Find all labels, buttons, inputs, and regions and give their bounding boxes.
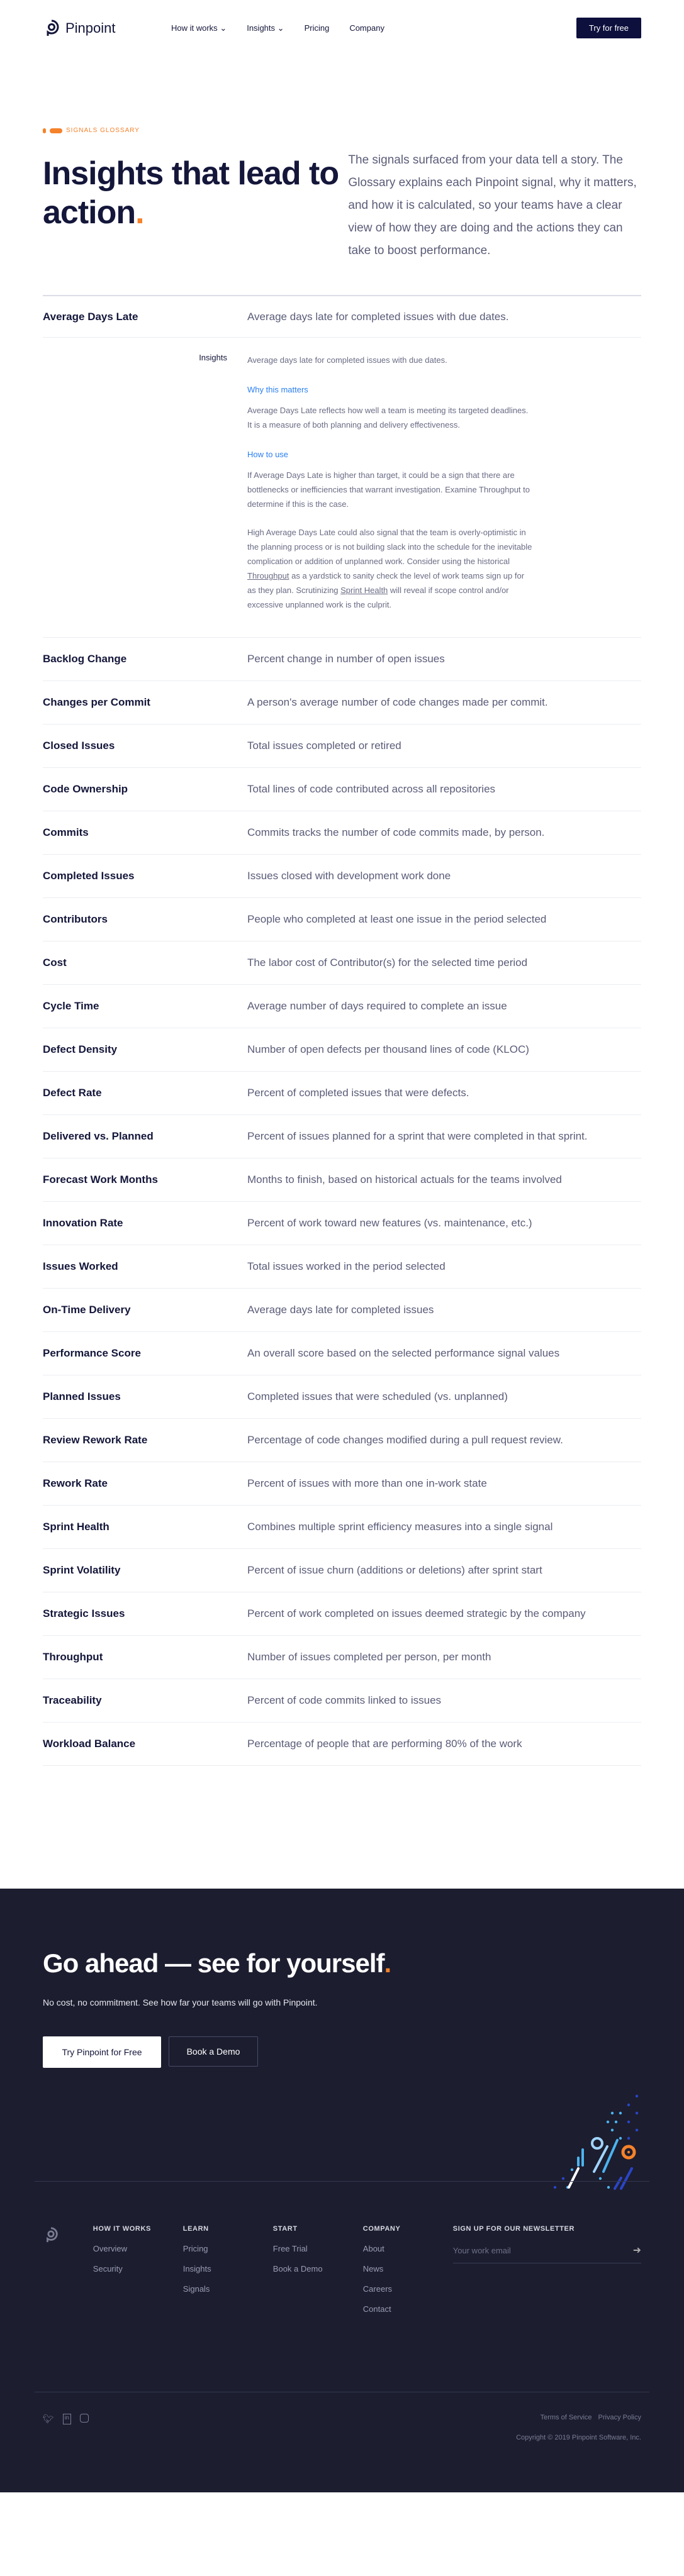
definition: Issues closed with development work done (247, 870, 451, 882)
footer-column (363, 2225, 453, 2324)
footer-link[interactable]: About (362, 2244, 384, 2253)
book-demo-button[interactable]: Book a Demo (169, 2036, 258, 2067)
term: Completed Issues (43, 870, 135, 882)
glossary-row[interactable] (43, 724, 641, 768)
try-for-free-button[interactable]: Try for free (576, 18, 641, 38)
term: Closed Issues (43, 740, 115, 752)
nav-label: Insights (247, 23, 276, 33)
why-text: Average Days Late reflects how well a team is meeting its targeted deadlines. It is a measure of both planning and delivery effectiveness. (247, 406, 529, 430)
footer-link[interactable]: Book a Demo (272, 2264, 323, 2273)
glossary-row[interactable] (43, 855, 641, 898)
sprint-health-link[interactable]: Sprint Health (340, 586, 388, 595)
glossary-row[interactable] (43, 1072, 641, 1115)
glossary-row[interactable] (43, 1332, 641, 1375)
footer-link[interactable]: Overview (93, 2244, 127, 2253)
definition: Commits tracks the number of code commits made, by person. (247, 826, 545, 838)
term: Average Days Late (43, 310, 138, 323)
footer-column (183, 2225, 273, 2324)
footer-link[interactable]: Careers (362, 2284, 393, 2294)
term: Performance Score (43, 1347, 141, 1359)
glossary-row[interactable] (43, 811, 641, 855)
footer-heading: START (272, 2225, 298, 2233)
cta-title (43, 1948, 641, 1979)
title-text: Insights that lead to action (43, 155, 339, 231)
glossary-row[interactable] (43, 941, 641, 985)
privacy-link[interactable]: Privacy Policy (598, 2414, 641, 2421)
glossary-row[interactable] (43, 1158, 641, 1202)
nav-company[interactable]: Company (349, 23, 384, 33)
terms-link[interactable]: Terms of Service (540, 2414, 592, 2421)
decorative-illustration (553, 2093, 641, 2190)
definition: The labor cost of Contributor(s) for the selected time period (247, 957, 528, 969)
glossary-row[interactable] (43, 1592, 641, 1636)
footer-heading: HOW IT WORKS (93, 2225, 151, 2233)
nav-how-it-works[interactable] (171, 23, 227, 33)
definition: Percentage of people that are performing 80% of the work (247, 1738, 522, 1750)
term: Backlog Change (43, 653, 127, 665)
cta-dot: . (384, 1948, 391, 1978)
term: Delivered vs. Planned (43, 1130, 154, 1142)
definition: Average number of days required to complete an issue (247, 1000, 507, 1012)
glossary-row[interactable] (43, 1375, 641, 1419)
glossary-row[interactable] (43, 681, 641, 724)
glossary-row[interactable] (43, 768, 641, 811)
definition: Completed issues that were scheduled (vs. unplanned) (247, 1391, 508, 1402)
text: High Average Days Late could also signal that the team is overly-optimistic in the planning process or is not building slack into the schedule for the inevitable complication or addition of unplanned work. Consider using the historical (247, 528, 532, 566)
footer-link[interactable]: Security (93, 2264, 123, 2273)
definition: Average days late for completed issues (247, 1304, 434, 1316)
why-heading: Why this matters (247, 385, 308, 394)
glossary-row[interactable] (43, 1419, 641, 1462)
definition: Combines multiple sprint efficiency measures into a single signal (247, 1521, 553, 1533)
glossary-list (43, 295, 641, 1766)
glossary-row[interactable] (43, 1115, 641, 1158)
throughput-link[interactable]: Throughput (247, 571, 289, 580)
nav-insights[interactable] (247, 23, 284, 33)
definition: Percentage of code changes modified during a pull request review. (247, 1434, 563, 1446)
definition: An overall score based on the selected performance signal values (247, 1347, 560, 1359)
cta-section (0, 1889, 684, 2492)
glossary-row[interactable] (43, 1549, 641, 1592)
footer-link[interactable]: Insights (182, 2264, 211, 2273)
footer-logo-icon (43, 2225, 59, 2245)
detail-summary: Average days late for completed issues with due dates. (247, 355, 447, 365)
term: Code Ownership (43, 783, 128, 795)
glossary-row[interactable] (43, 1679, 641, 1723)
definition: Percent of work completed on issues deemed strategic by the company (247, 1607, 586, 1619)
term: Forecast Work Months (43, 1174, 158, 1185)
try-pinpoint-button[interactable]: Try Pinpoint for Free (43, 2036, 161, 2068)
definition: Number of open defects per thousand lines of code (KLOC) (247, 1043, 529, 1055)
how-text: If Average Days Late is higher than target, it could be a sign that there are bottlenecks or inefficiencies that warrant investigation. Examine Throughput to determine if this is the case. (247, 470, 530, 509)
term: On-Time Delivery (43, 1304, 131, 1316)
chevron-down-icon: ⌄ (277, 23, 284, 33)
term: Defect Density (43, 1043, 118, 1055)
copyright: Copyright © 2019 Pinpoint Software, Inc. (516, 2434, 641, 2441)
cta-title-text: Go ahead — see for yourself (43, 1948, 384, 1978)
term: Cost (43, 957, 67, 969)
footer-link[interactable]: News (362, 2264, 384, 2273)
how-heading: How to use (247, 450, 289, 459)
eyebrow-dot (43, 128, 46, 133)
glossary-detail (43, 338, 641, 638)
nav-label: How it works (171, 23, 218, 33)
glossary-row[interactable] (43, 1028, 641, 1072)
footer-link[interactable]: Pricing (182, 2244, 208, 2253)
term: Contributors (43, 913, 108, 925)
definition: Total issues worked in the period selected (247, 1260, 446, 1272)
glossary-row[interactable] (43, 638, 641, 681)
definition: Number of issues completed per person, per month (247, 1651, 491, 1663)
glossary-row[interactable] (43, 1289, 641, 1332)
glossary-row[interactable] (43, 1506, 641, 1549)
definition: Percent of work toward new features (vs. maintenance, etc.) (247, 1217, 532, 1229)
footer-link[interactable]: Signals (182, 2284, 210, 2294)
eyebrow-pill (50, 128, 62, 133)
term: Workload Balance (43, 1738, 136, 1750)
chevron-down-icon: ⌄ (220, 23, 227, 33)
page-title (43, 154, 348, 245)
definition: Percent of completed issues that were defects. (247, 1087, 469, 1099)
linkedin-icon[interactable]: in (63, 2414, 71, 2424)
detail-label: Insights (199, 353, 227, 362)
term: Review Rework Rate (43, 1434, 148, 1446)
newsletter-heading: SIGN UP FOR OUR NEWSLETTER (452, 2225, 575, 2233)
definition: Total lines of code contributed across all repositories (247, 783, 496, 795)
eyebrow-text: SIGNALS GLOSSARY (66, 127, 140, 134)
footer-heading: COMPANY (362, 2225, 401, 2233)
arrow-right-icon[interactable]: ➜ (632, 2245, 641, 2256)
text: as a yardstick to sanity check the level of work teams sign up for as they plan. Scrutinizing (247, 571, 525, 595)
definition: Percent of code commits linked to issues (247, 1694, 442, 1706)
definition: A person's average number of code changes made per commit. (247, 696, 548, 708)
email-input[interactable] (453, 2244, 633, 2257)
definition: Percent of issues with more than one in-work state (247, 1477, 487, 1489)
definition: People who completed at least one issue in the period selected (247, 913, 547, 925)
glossary-row[interactable] (43, 1636, 641, 1679)
definition: Percent change in number of open issues (247, 653, 445, 665)
brand-name: Pinpoint (65, 20, 116, 36)
footer-column (273, 2225, 363, 2324)
twitter-icon[interactable]: 🐦︎ (43, 2414, 54, 2424)
glossary-row-expanded[interactable] (43, 296, 641, 338)
term: Sprint Health (43, 1521, 109, 1533)
pinpoint-logo-icon (43, 18, 60, 38)
definition: Percent of issues planned for a sprint that were completed in that sprint. (247, 1130, 588, 1142)
term: Defect Rate (43, 1087, 102, 1099)
nav-pricing[interactable]: Pricing (304, 23, 330, 33)
glossary-row[interactable] (43, 985, 641, 1028)
text: will reveal if scope control and/or excessive unplanned work is the culprit. (247, 586, 509, 609)
term: Cycle Time (43, 1000, 99, 1012)
term: Issues Worked (43, 1260, 118, 1272)
footer-heading: LEARN (182, 2225, 209, 2233)
definition: Percent of issue churn (additions or deletions) after sprint start (247, 1564, 542, 1576)
footer-link[interactable]: Free Trial (272, 2244, 308, 2253)
newsletter (453, 2225, 641, 2324)
how-text-2 (247, 525, 534, 612)
glossary-row[interactable] (43, 1245, 641, 1289)
term: Changes per Commit (43, 696, 150, 708)
divider (35, 2181, 649, 2182)
definition: Months to finish, based on historical actuals for the teams involved (247, 1174, 562, 1185)
footer-link[interactable]: Contact (362, 2304, 391, 2314)
footer-column (93, 2225, 183, 2324)
instagram-icon[interactable] (80, 2414, 89, 2423)
glossary-row[interactable] (43, 898, 641, 941)
eyebrow (43, 127, 641, 134)
definition: Total issues completed or retired (247, 740, 401, 752)
top-nav (43, 0, 641, 57)
term: Innovation Rate (43, 1217, 123, 1229)
term: Sprint Volatility (43, 1564, 121, 1576)
glossary-row[interactable] (43, 1462, 641, 1506)
term: Planned Issues (43, 1391, 121, 1402)
term: Strategic Issues (43, 1607, 125, 1619)
term: Rework Rate (43, 1477, 108, 1489)
intro-text: The signals surfaced from your data tell a story. The Glossary explains each Pinpoint signal, why it matters, and how it is calculated, so your teams have a clear view of how they are doing and the actions they can take to boost performance. (348, 153, 637, 257)
logo[interactable] (43, 18, 116, 38)
glossary-row[interactable] (43, 1723, 641, 1766)
definition: Average days late for completed issues with due dates. (247, 310, 509, 323)
term: Commits (43, 826, 89, 838)
term: Throughput (43, 1651, 103, 1663)
title-dot: . (135, 194, 144, 231)
term: Traceability (43, 1694, 102, 1706)
footer-nav (43, 2225, 641, 2324)
cta-subtitle: No cost, no commitment. See how far your teams will go with Pinpoint. (43, 1997, 318, 2007)
glossary-row[interactable] (43, 1202, 641, 1245)
